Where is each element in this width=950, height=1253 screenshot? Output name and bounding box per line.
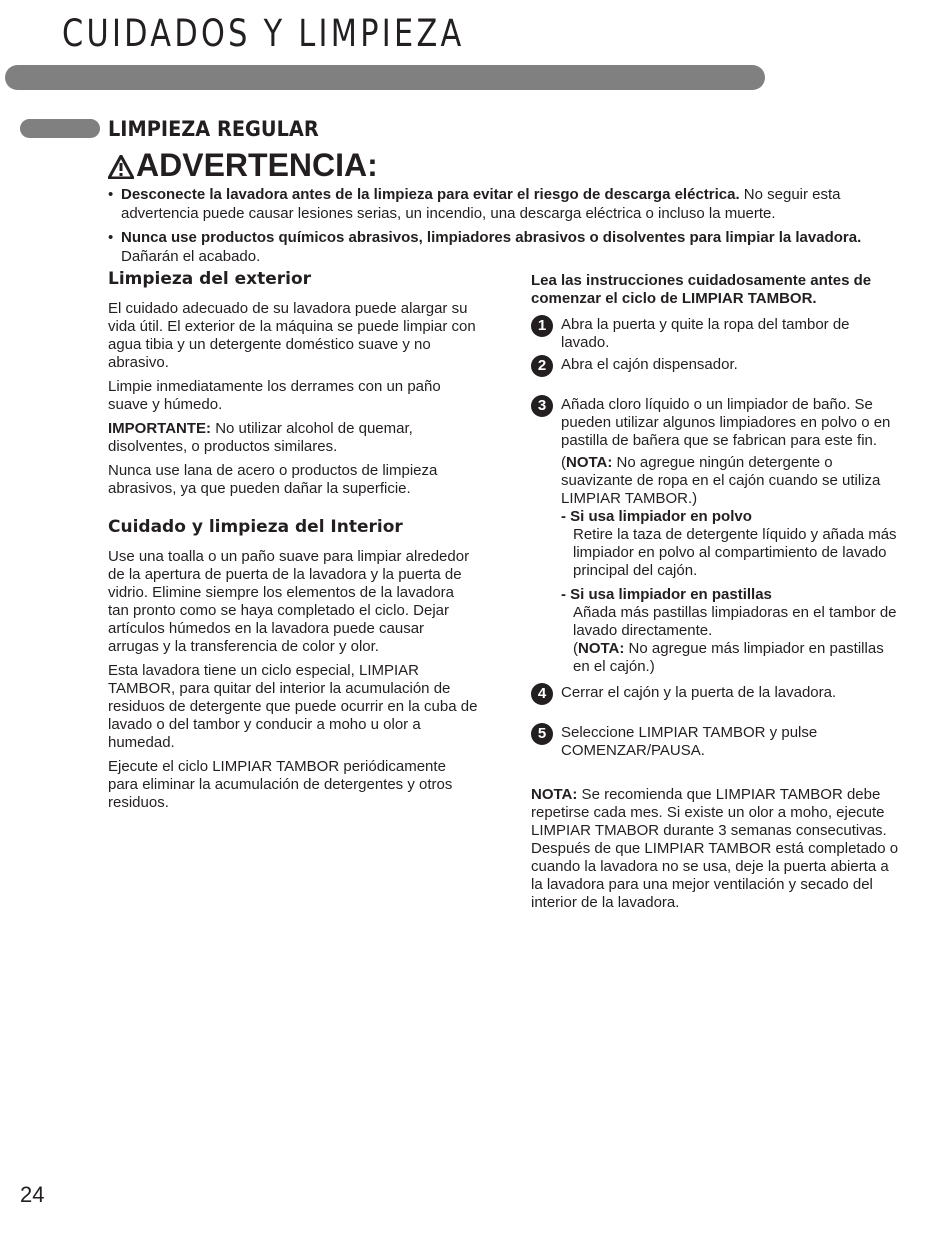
warning-triangle-icon: [108, 155, 134, 179]
note-label: NOTA:: [578, 640, 625, 657]
important-label: IMPORTANTE:: [108, 420, 212, 437]
step-text: Cerrar el cajón y la puerta de la lavadora.: [561, 684, 837, 701]
note-paren: (: [573, 640, 578, 657]
instructions-lead: Lea las instrucciones cuidadosamente antes de comenzar el ciclo de LIMPIAR TAMBOR.: [531, 272, 872, 307]
final-note: [531, 786, 901, 912]
step-number-badge: 1: [531, 315, 553, 337]
section-title: LIMPIEZA REGULAR: [108, 117, 319, 141]
left-column: [108, 270, 478, 818]
step-text: Añada cloro líquido o un limpiador de baño. Se pueden utilizar algunos limpiadores en polvo o en pastilla de bañera que se fabrican para este fin.: [561, 396, 891, 449]
step-item: [531, 396, 901, 450]
tablet-heading: - Si usa limpiador en pastillas: [561, 586, 772, 603]
interior-paragraph: Use una toalla o un paño suave para limpiar alrededor de la apertura de puerta de la lavadora y la puerta de vidrio. Elimine siempre los elementos de la lavadora tan pronto como se haya completado el ciclo. Dejar artículos húmedos en la lavadora puede causar arrugas y la transferencia de color y olor.: [108, 548, 470, 655]
tablet-text: Añada más pastillas limpiadoras en el tambor de lavado directamente.: [573, 604, 897, 639]
tablet-option: [531, 586, 901, 676]
step-number-badge: 3: [531, 395, 553, 417]
right-column: [531, 272, 901, 918]
warning-bold: Desconecte la lavadora antes de la limpieza para evitar el riesgo de descarga eléctrica.: [121, 186, 740, 203]
step-text: Abra la puerta y quite la ropa del tambor de lavado.: [561, 316, 850, 351]
step-note: [531, 454, 901, 508]
warning-title: ADVERTENCIA:: [136, 147, 378, 183]
warning-list: [108, 185, 898, 271]
note-label: NOTA:: [566, 454, 613, 471]
page-title: CUIDADOS Y LIMPIEZA: [62, 12, 465, 55]
page-number: 24: [20, 1182, 45, 1207]
step-item: [531, 316, 901, 352]
warning-item: [108, 185, 898, 223]
title-bar: [5, 65, 765, 90]
interior-paragraph: Esta lavadora tiene un ciclo especial, LIMPIAR TAMBOR, para quitar del interior la acumulación de residuos de detergente que puede ocurrir en la cuba de lavado o del tambor y conducir a moho u olor a humedad.: [108, 662, 478, 751]
exterior-paragraph: El cuidado adecuado de su lavadora puede alargar su vida útil. El exterior de la máquina se puede limpiar con agua tibia y un detergente doméstico suave y no abrasivo.: [108, 300, 476, 371]
warning-bold: Nunca use productos químicos abrasivos, limpiadores abrasivos o disolventes para limpiar la lavadora.: [121, 229, 862, 246]
exterior-paragraph: Nunca use lana de acero o productos de limpieza abrasivos, ya que pueden dañar la superficie.: [108, 462, 438, 497]
powder-option: [531, 508, 901, 580]
bullet: •: [108, 229, 114, 246]
important-note: [108, 420, 478, 456]
powder-heading: - Si usa limpiador en polvo: [561, 508, 752, 525]
bullet: •: [108, 186, 114, 203]
exterior-title: Limpieza del exterior: [108, 269, 312, 289]
tablet-note: [573, 640, 901, 676]
interior-paragraph: Ejecute el ciclo LIMPIAR TAMBOR periódicamente para eliminar la acumulación de detergentes y otros residuos.: [108, 758, 453, 811]
note-text: No agregue más limpiador en pastillas en el cajón.): [573, 640, 884, 675]
warning-text: Dañarán el acabado.: [121, 248, 261, 265]
warning-text: No seguir esta advertencia puede causar lesiones serias, un incendio, una descarga eléctrica o incluso la muerte.: [121, 186, 841, 222]
interior-title: Cuidado y limpieza del Interior: [108, 517, 403, 537]
step-item: [531, 684, 901, 702]
step-text: Abra el cajón dispensador.: [561, 356, 738, 373]
step-number-badge: 5: [531, 723, 553, 745]
step-number-badge: 2: [531, 355, 553, 377]
warning-heading: [108, 147, 378, 184]
important-text: No utilizar alcohol de quemar, disolventes, o productos similares.: [108, 420, 413, 455]
step-number-badge: 4: [531, 683, 553, 705]
section-pill: [20, 119, 100, 138]
step-item: [531, 724, 901, 760]
powder-text: Retire la taza de detergente líquido y añada más limpiador en polvo al compartimiento de lavado principal del cajón.: [573, 526, 897, 579]
step-text: Seleccione LIMPIAR TAMBOR y pulse COMENZAR/PAUSA.: [561, 724, 818, 759]
note-paren: (: [561, 454, 566, 471]
exterior-paragraph: Limpie inmediatamente los derrames con un paño suave y húmedo.: [108, 378, 441, 413]
warning-item: [108, 228, 898, 266]
note-text: Se recomienda que LIMPIAR TAMBOR debe repetirse cada mes. Si existe un olor a moho, ejecute LIMPIAR TMABOR durante 3 semanas consecutivas. Después de que LIMPIAR TAMBOR está completado o cuando la lavadora no se usa, deje la puerta abierta a la lavadora para una mejor ventilación y secado del interior de la lavadora.: [531, 786, 899, 911]
step-item: [531, 356, 901, 374]
note-label: NOTA:: [531, 786, 578, 803]
note-text: No agregue ningún detergente o suavizante de ropa en el cajón cuando se utiliza LIMPIAR TAMBOR.): [561, 454, 881, 507]
